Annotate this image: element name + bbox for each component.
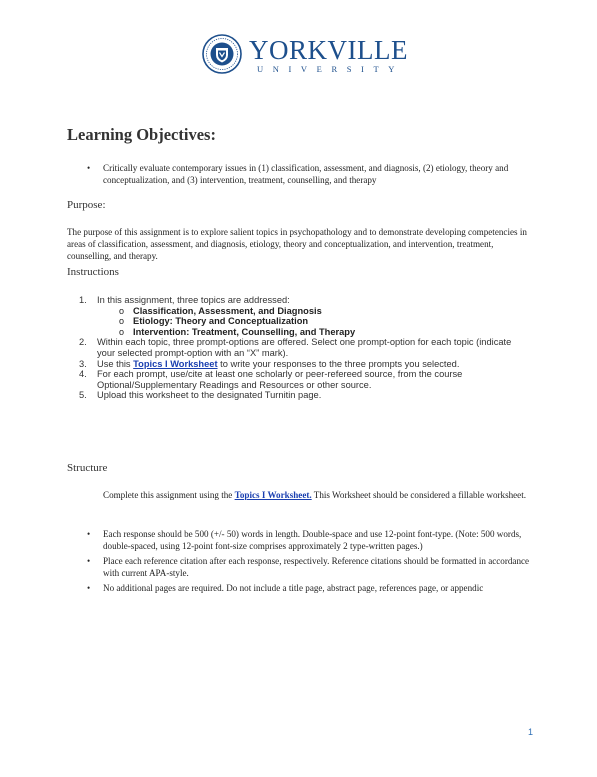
topic-item: o Classification, Assessment, and Diagnosis: [119, 306, 519, 317]
instruction-text: Upload this worksheet to the designated Turnitin page.: [97, 390, 322, 401]
structure-text-part: This Worksheet should be considered a fillable worksheet.: [311, 490, 527, 500]
university-seal-icon: [202, 34, 242, 74]
logo-subline: UNIVERSITY: [257, 64, 404, 74]
instruction-text: Use this: [97, 358, 134, 369]
yorkville-logo: [202, 34, 408, 76]
logo-wordmark: YORKVILLE: [249, 35, 408, 65]
instruction-item: [79, 337, 519, 358]
topics-worksheet-link[interactable]: Topics I Worksheet: [133, 358, 218, 369]
instruction-number: 3.: [79, 358, 87, 369]
purpose-text: The purpose of this assignment is to explore salient topics in psychopathology and to demonstrate developing competencies in areas of classification, assessment, and diagnosis, etiology, theory and conceptualization, and intervention, treatment, counselling, and therapy.: [67, 227, 527, 261]
instruction-text: to write your responses to the three prompts you selected.: [217, 358, 460, 369]
instruction-number: 2.: [79, 337, 87, 348]
instructions-list: [79, 295, 519, 401]
instruction-text: Within each topic, three prompt-options are offered. Select one prompt-option for each topic (indicate your selected prompt-option with an “X” mark).: [97, 337, 512, 358]
topic-item: o Intervention: Treatment, Counselling, and Therapy: [119, 327, 519, 338]
structure-list: [87, 529, 539, 599]
instruction-item: [79, 359, 519, 370]
instruction-number: 1.: [79, 295, 87, 305]
objectives-list: [87, 163, 539, 190]
topic-item: o Etiology: Theory and Conceptualization: [119, 316, 519, 327]
structure-item: • No additional pages are required. Do not include a title page, abstract page, references page, or appendic: [87, 583, 539, 595]
learning-objectives-heading: Learning Objectives:: [67, 125, 216, 144]
structure-text: [103, 490, 533, 502]
instruction-item: [79, 369, 519, 390]
topics-sublist: [97, 306, 519, 338]
structure-item: • Each response should be 500 (+/- 50) words in length. Double-space and use 12-point font-type. (Note: 500 words, double-spaced, using 12-point font-size comprises approximately 2 type-written pages.): [87, 529, 539, 552]
instruction-item: [79, 390, 519, 401]
purpose-heading: Purpose:: [67, 199, 106, 211]
page-number: 1: [528, 727, 534, 737]
instruction-item: [79, 295, 519, 337]
structure-heading: Structure: [67, 462, 108, 474]
structure-item: • Place each reference citation after each response, respectively. Reference citations should be formatted in accordance with current APA-style.: [87, 556, 539, 579]
objective-item: • Critically evaluate contemporary issues in (1) classification, assessment, and diagnosis, (2) etiology, theory and conceptualization, and (3) intervention, treatment, counselling, and therapy: [87, 163, 539, 186]
instruction-text: In this assignment, three topics are addressed:: [97, 295, 290, 305]
topics-worksheet-link-structure[interactable]: Topics I Worksheet.: [234, 490, 312, 500]
instruction-number: 4.: [79, 369, 87, 380]
structure-text-part: Complete this assignment using the: [103, 490, 235, 500]
instruction-number: 5.: [79, 390, 87, 401]
instructions-heading: Instructions: [67, 266, 119, 278]
instruction-text: For each prompt, use/cite at least one scholarly or peer-refereed source, from the course Optional/Supplementary Readings and Resources or other source.: [97, 369, 463, 390]
